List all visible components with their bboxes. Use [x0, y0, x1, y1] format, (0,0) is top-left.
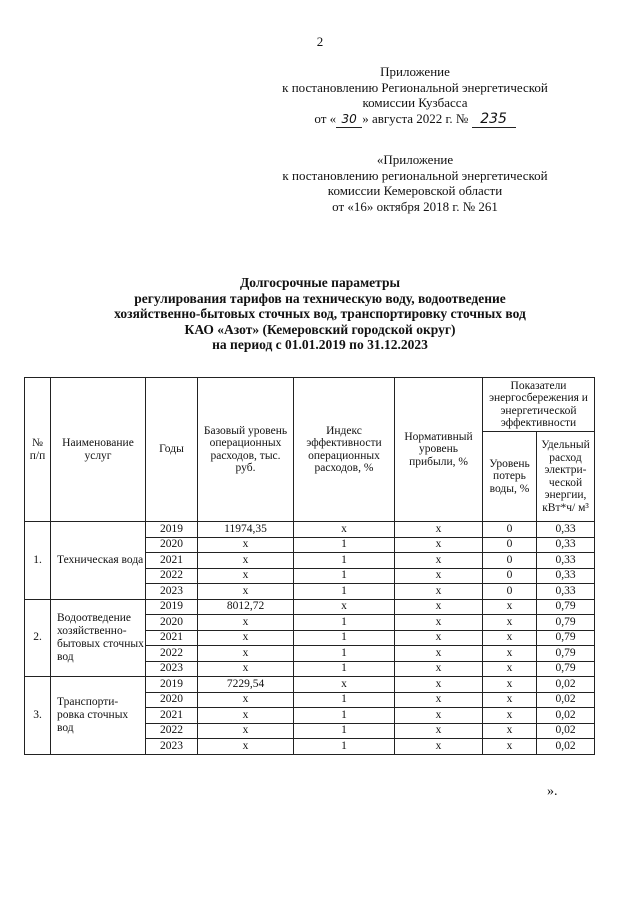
water-loss-cell: x [483, 677, 537, 693]
water-loss-cell: 0 [483, 584, 537, 600]
profit-level-cell: x [395, 708, 483, 724]
base-costs-cell: 8012,72 [198, 599, 294, 615]
base-costs-cell: x [198, 661, 294, 677]
electricity-cell: 0,79 [537, 630, 595, 646]
parameters-table [24, 377, 595, 755]
electricity-cell: 0,02 [537, 677, 595, 693]
water-loss-cell: x [483, 739, 537, 755]
table-row [25, 522, 595, 538]
profit-level-cell: x [395, 599, 483, 615]
profit-level-cell: x [395, 568, 483, 584]
profit-level-cell: x [395, 692, 483, 708]
water-loss-cell: x [483, 723, 537, 739]
title-line2: регулирования тарифов на техническую воду, водоотведение [134, 290, 506, 306]
profit-level-cell: x [395, 677, 483, 693]
profit-level-cell: x [395, 630, 483, 646]
title-line5: на период с 01.01.2019 по 31.12.2023 [212, 337, 428, 353]
water-loss-cell: x [483, 661, 537, 677]
base-costs-cell: x [198, 615, 294, 631]
efficiency-index-cell: 1 [294, 739, 395, 755]
appendix-current-line3: комиссии Кузбасса [362, 95, 468, 110]
base-costs-cell: x [198, 537, 294, 553]
water-loss-cell: 0 [483, 537, 537, 553]
water-loss-cell: x [483, 630, 537, 646]
water-loss-cell: x [483, 708, 537, 724]
title-line4: КАО «Азот» (Кемеровский городской округ) [184, 321, 456, 337]
year-cell: 2020 [146, 692, 198, 708]
appendix-original-line2: к постановлению региональной энергетической [282, 167, 548, 183]
base-costs-cell: x [198, 568, 294, 584]
year-cell: 2019 [146, 677, 198, 693]
efficiency-index-cell: 1 [294, 692, 395, 708]
appendix-current-line2: к постановлению Региональной энергетической [282, 79, 548, 95]
header-water-loss: Уровень потерь воды, % [483, 432, 537, 522]
year-cell: 2020 [146, 537, 198, 553]
appendix-original-line4: от «16» октября 2018 г. № 261 [332, 198, 498, 214]
header-num: № п/п [25, 378, 51, 522]
efficiency-index-cell: 1 [294, 723, 395, 739]
row-number-cell: 1. [25, 522, 51, 600]
row-number-cell: 2. [25, 599, 51, 677]
electricity-cell: 0,79 [537, 661, 595, 677]
efficiency-index-cell: 1 [294, 708, 395, 724]
profit-level-cell: x [395, 661, 483, 677]
service-name-cell: Транспорти-ровка сточных вод [51, 677, 146, 755]
appendix-current-line1: Приложение [380, 64, 450, 79]
electricity-cell: 0,02 [537, 723, 595, 739]
header-base-costs: Базовый уровень операционных расходов, тыс. руб. [198, 378, 294, 522]
water-loss-cell: x [483, 692, 537, 708]
electricity-cell: 0,33 [537, 537, 595, 553]
base-costs-cell: x [198, 630, 294, 646]
year-cell: 2023 [146, 661, 198, 677]
service-name-cell: Техническая вода [51, 522, 146, 600]
header-energy-group: Показатели энергосбережения и энергетической эффективности [483, 378, 595, 432]
electricity-cell: 0,79 [537, 599, 595, 615]
year-cell: 2021 [146, 630, 198, 646]
appendix-original-line3: комиссии Кемеровской области [327, 183, 503, 198]
base-costs-cell: x [198, 723, 294, 739]
base-costs-cell: x [198, 692, 294, 708]
electricity-cell: 0,33 [537, 553, 595, 569]
year-cell: 2019 [146, 522, 198, 538]
header-service: Наименование услуг [51, 378, 146, 522]
efficiency-index-cell: 1 [294, 646, 395, 662]
appendix-date-middle: » августа 2022 г. № [362, 110, 469, 126]
water-loss-cell: x [483, 646, 537, 662]
profit-level-cell: x [395, 522, 483, 538]
efficiency-index-cell: 1 [294, 615, 395, 631]
header-electricity: Удельный расход электри-ческой энергии, кВт*ч/ м³ [537, 432, 595, 522]
electricity-cell: 0,02 [537, 739, 595, 755]
service-name-cell: Водоотведение хозяйственно-бытовых сточных вод [51, 599, 146, 677]
electricity-cell: 0,79 [537, 646, 595, 662]
row-number-cell: 3. [25, 677, 51, 755]
efficiency-index-cell: x [294, 522, 395, 538]
year-cell: 2021 [146, 553, 198, 569]
base-costs-cell: x [198, 553, 294, 569]
water-loss-cell: 0 [483, 522, 537, 538]
water-loss-cell: x [483, 615, 537, 631]
table-body [25, 522, 595, 755]
efficiency-index-cell: 1 [294, 584, 395, 600]
title-line3: хозяйственно-бытовых сточных вод, транспортировку сточных вод [114, 306, 526, 322]
water-loss-cell: 0 [483, 568, 537, 584]
document-title [70, 275, 570, 353]
handwritten-day: 30 [336, 112, 362, 129]
table-row [25, 599, 595, 615]
electricity-cell: 0,79 [537, 615, 595, 631]
year-cell: 2022 [146, 723, 198, 739]
profit-level-cell: x [395, 615, 483, 631]
header-years: Годы [146, 378, 198, 522]
appendix-current [240, 64, 590, 128]
year-cell: 2023 [146, 739, 198, 755]
water-loss-cell: 0 [483, 553, 537, 569]
base-costs-cell: 11974,35 [198, 522, 294, 538]
profit-level-cell: x [395, 739, 483, 755]
efficiency-index-cell: 1 [294, 568, 395, 584]
year-cell: 2022 [146, 646, 198, 662]
page-number: 2 [316, 34, 324, 49]
closing-mark: ». [547, 784, 558, 799]
efficiency-index-cell: 1 [294, 661, 395, 677]
appendix-current-line4 [240, 111, 590, 129]
electricity-cell: 0,33 [537, 568, 595, 584]
base-costs-cell: x [198, 739, 294, 755]
efficiency-index-cell: 1 [294, 553, 395, 569]
header-profit-level: Нормативный уровень прибыли, % [395, 378, 483, 522]
base-costs-cell: x [198, 646, 294, 662]
appendix-original [240, 152, 590, 214]
efficiency-index-cell: x [294, 599, 395, 615]
electricity-cell: 0,33 [537, 584, 595, 600]
base-costs-cell: 7229,54 [198, 677, 294, 693]
electricity-cell: 0,33 [537, 522, 595, 538]
electricity-cell: 0,02 [537, 692, 595, 708]
table-row [25, 677, 595, 693]
title-line1: Долгосрочные параметры [240, 275, 400, 290]
table-header [25, 378, 595, 522]
header-efficiency-index: Индекс эффективности операционных расходов, % [294, 378, 395, 522]
appendix-original-line1: «Приложение [376, 152, 454, 167]
electricity-cell: 0,02 [537, 708, 595, 724]
year-cell: 2022 [146, 568, 198, 584]
year-cell: 2020 [146, 615, 198, 631]
water-loss-cell: x [483, 599, 537, 615]
handwritten-number: 235 [472, 112, 516, 129]
profit-level-cell: x [395, 646, 483, 662]
efficiency-index-cell: 1 [294, 630, 395, 646]
efficiency-index-cell: x [294, 677, 395, 693]
efficiency-index-cell: 1 [294, 537, 395, 553]
profit-level-cell: x [395, 537, 483, 553]
year-cell: 2023 [146, 584, 198, 600]
year-cell: 2019 [146, 599, 198, 615]
appendix-date-prefix: от « [314, 110, 337, 126]
year-cell: 2021 [146, 708, 198, 724]
base-costs-cell: x [198, 584, 294, 600]
profit-level-cell: x [395, 584, 483, 600]
profit-level-cell: x [395, 553, 483, 569]
base-costs-cell: x [198, 708, 294, 724]
profit-level-cell: x [395, 723, 483, 739]
